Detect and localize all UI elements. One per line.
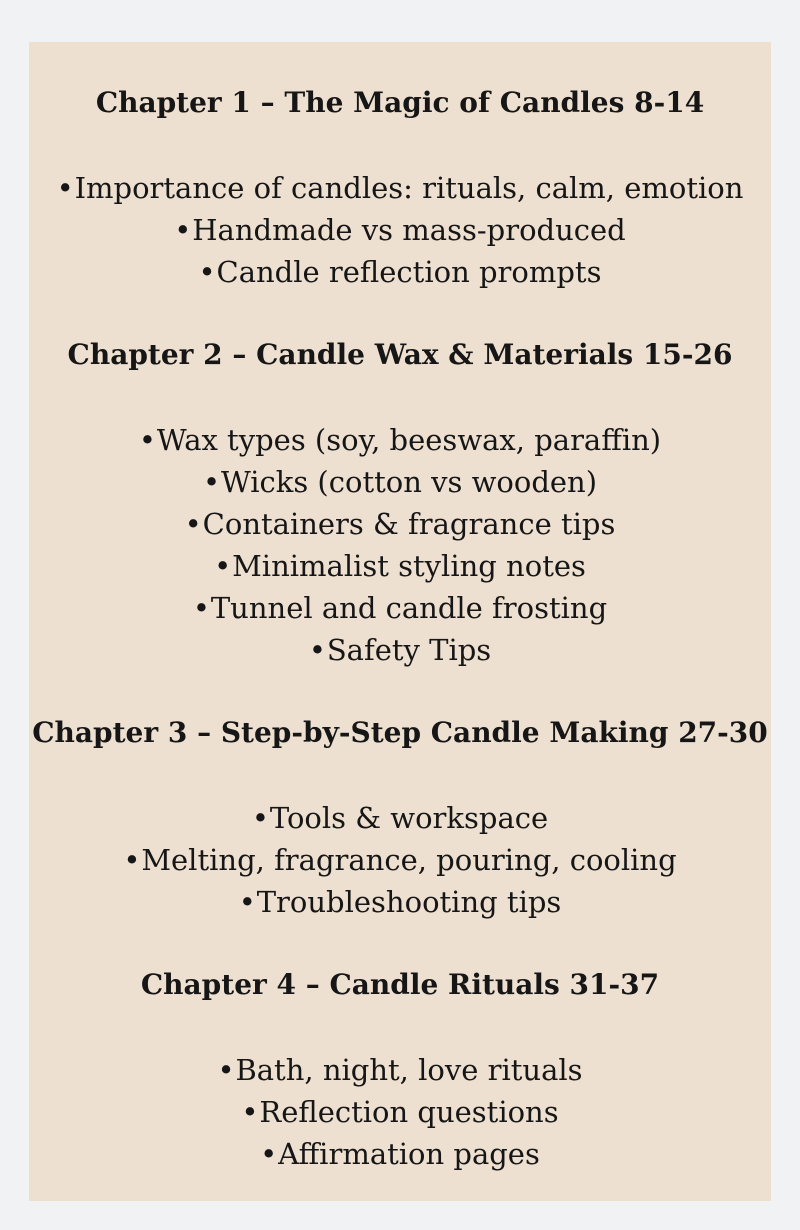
topic-text: Troubleshooting tips [256, 885, 562, 919]
topic-text: Affirmation pages [278, 1137, 540, 1171]
topic-text: Wax types (soy, beeswax, paraffin) [156, 423, 662, 457]
bullet-icon: • [241, 1095, 259, 1129]
topic-item [29, 629, 771, 671]
bullet-icon: • [192, 591, 210, 625]
chapter-1-section [29, 83, 771, 293]
bullet-icon: • [202, 465, 221, 499]
topic-item [29, 797, 771, 839]
contents-card [29, 42, 771, 1201]
topic-item [29, 167, 771, 209]
topic-item [29, 545, 771, 587]
topic-item [29, 1133, 771, 1175]
topic-text: Minimalist styling notes [232, 549, 586, 583]
topic-item [29, 419, 771, 461]
bullet-icon: • [260, 1137, 278, 1171]
topic-text: Reflection questions [259, 1095, 559, 1129]
topic-text: Safety Tips [326, 633, 492, 667]
topic-item [29, 1049, 771, 1091]
bullet-icon: • [238, 885, 256, 919]
chapter-1-title: Chapter 1 – The Magic of Candles 8-14 [95, 86, 705, 119]
topic-item [29, 209, 771, 251]
topic-text: Tunnel and candle frosting [210, 591, 608, 625]
chapter-3-title: Chapter 3 – Step-by-Step Candle Making 27-30 [32, 716, 768, 749]
topic-text: Containers & fragrance tips [202, 507, 616, 541]
chapter-4-topics [29, 1049, 771, 1175]
bullet-icon: • [217, 1053, 235, 1087]
topic-item [29, 503, 771, 545]
bullet-icon: • [56, 171, 74, 205]
topic-item [29, 587, 771, 629]
topic-text: Tools & workspace [269, 801, 549, 835]
chapter-2-topics [29, 419, 771, 671]
chapter-2-section [29, 335, 771, 671]
bullet-icon: • [198, 255, 216, 289]
topic-item [29, 1091, 771, 1133]
topic-text: Importance of candles: rituals, calm, emotion [74, 171, 744, 205]
topic-text: Wicks (cotton vs wooden) [220, 465, 598, 499]
chapter-2-title: Chapter 2 – Candle Wax & Materials 15-26 [67, 338, 733, 371]
bullet-icon: • [214, 549, 232, 583]
bullet-icon: • [251, 801, 269, 835]
bullet-icon: • [184, 507, 202, 541]
topic-item [29, 839, 771, 881]
bullet-icon: • [308, 633, 326, 667]
topic-item [29, 461, 771, 503]
chapter-3-topics [29, 797, 771, 923]
topic-item [29, 881, 771, 923]
topic-text: Bath, night, love rituals [235, 1053, 583, 1087]
chapter-1-topics [29, 167, 771, 293]
topic-item [29, 251, 771, 293]
bullet-icon: • [138, 423, 157, 457]
topic-text: Melting, fragrance, pouring, cooling [141, 843, 677, 877]
bullet-icon: • [174, 213, 192, 247]
chapter-4-section [29, 965, 771, 1175]
bullet-icon: • [123, 843, 141, 877]
chapter-3-section [29, 713, 771, 923]
chapter-4-title: Chapter 4 – Candle Rituals 31-37 [140, 968, 660, 1001]
topic-text: Handmade vs mass-produced [192, 213, 626, 247]
topic-text: Candle reflection prompts [216, 255, 602, 289]
